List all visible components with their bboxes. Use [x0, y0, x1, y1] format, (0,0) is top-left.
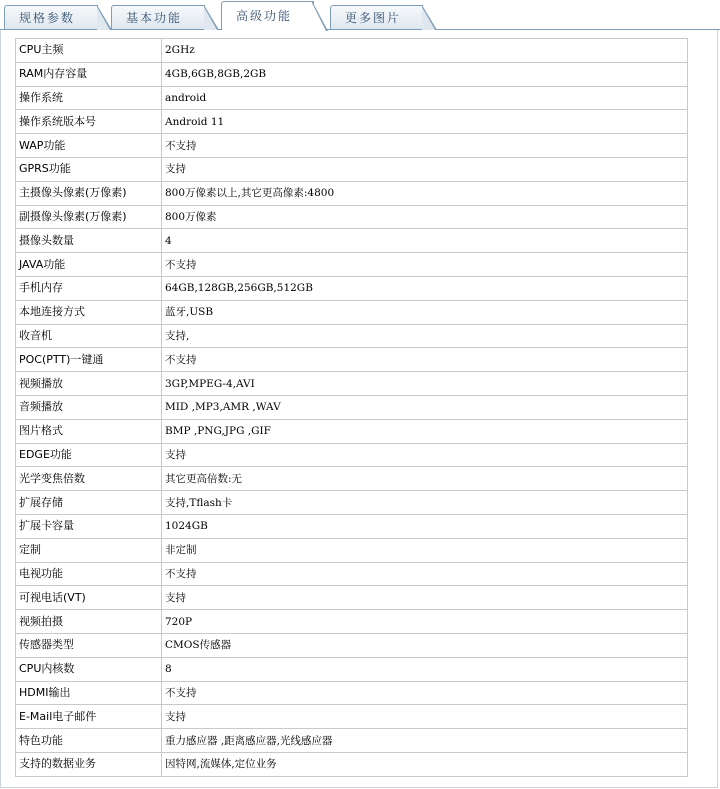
- spec-label: 手机内存: [16, 276, 162, 300]
- spec-value: 800万像素以上,其它更高像素:4800: [162, 181, 688, 205]
- spec-value: 不支持: [162, 562, 688, 586]
- spec-label: 视频拍摄: [16, 610, 162, 634]
- spec-value: 不支持: [162, 348, 688, 372]
- table-row: [16, 633, 688, 657]
- spec-label: 扩展卡容量: [16, 514, 162, 538]
- table-row: [16, 419, 688, 443]
- spec-value: 1024GB: [162, 514, 688, 538]
- table-row: [16, 443, 688, 467]
- tab-basic-features[interactable]: [111, 5, 205, 29]
- table-row: [16, 657, 688, 681]
- spec-label: 传感器类型: [16, 633, 162, 657]
- spec-value: 支持: [162, 443, 688, 467]
- spec-label: RAM内存容量: [16, 62, 162, 86]
- spec-value: 3GP,MPEG-4,AVI: [162, 372, 688, 396]
- spec-value: 支持: [162, 157, 688, 181]
- spec-value: 非定制: [162, 538, 688, 562]
- spec-value: Android 11: [162, 110, 688, 134]
- spec-value: 不支持: [162, 681, 688, 705]
- spec-value: android: [162, 86, 688, 110]
- spec-value: 720P: [162, 610, 688, 634]
- table-row: [16, 538, 688, 562]
- table-row: [16, 276, 688, 300]
- spec-label: 特色功能: [16, 729, 162, 753]
- table-row: [16, 562, 688, 586]
- spec-value: BMP ,PNG,JPG ,GIF: [162, 419, 688, 443]
- spec-value: 8: [162, 657, 688, 681]
- spec-value: 2GHz: [162, 39, 688, 63]
- spec-value: CMOS传感器: [162, 633, 688, 657]
- spec-value: 800万像素: [162, 205, 688, 229]
- table-row: [16, 86, 688, 110]
- table-row: [16, 514, 688, 538]
- table-row: [16, 39, 688, 63]
- spec-label: EDGE功能: [16, 443, 162, 467]
- table-row: [16, 324, 688, 348]
- spec-label: 光学变焦倍数: [16, 467, 162, 491]
- table-row: [16, 110, 688, 134]
- table-row: [16, 681, 688, 705]
- spec-label: 电视功能: [16, 562, 162, 586]
- table-row: [16, 372, 688, 396]
- spec-value: 其它更高倍数:无: [162, 467, 688, 491]
- spec-label: POC(PTT)一键通: [16, 348, 162, 372]
- spec-label: 支持的数据业务: [16, 752, 162, 776]
- spec-label: JAVA功能: [16, 253, 162, 277]
- table-row: [16, 62, 688, 86]
- spec-label: WAP功能: [16, 134, 162, 158]
- tab-bar: [0, 0, 720, 30]
- spec-value: 支持,Tflash卡: [162, 491, 688, 515]
- spec-label: 收音机: [16, 324, 162, 348]
- table-row: [16, 205, 688, 229]
- table-row: [16, 348, 688, 372]
- tab-label: 更多图片: [345, 11, 402, 25]
- table-row: [16, 729, 688, 753]
- table-row: [16, 705, 688, 729]
- table-row: [16, 467, 688, 491]
- spec-label: 可视电话(VT): [16, 586, 162, 610]
- spec-label: 扩展存储: [16, 491, 162, 515]
- spec-label: 主摄像头像素(万像素): [16, 181, 162, 205]
- spec-label: 定制: [16, 538, 162, 562]
- spec-table: [15, 38, 688, 777]
- spec-label: 音频播放: [16, 395, 162, 419]
- spec-value: 支持: [162, 586, 688, 610]
- spec-label: 操作系统: [16, 86, 162, 110]
- spec-value: 支持,: [162, 324, 688, 348]
- spec-value: 不支持: [162, 253, 688, 277]
- tab-more-images[interactable]: [330, 5, 423, 29]
- table-row: [16, 586, 688, 610]
- spec-label: HDMI输出: [16, 681, 162, 705]
- spec-label: 操作系统版本号: [16, 110, 162, 134]
- tab-advanced-features[interactable]: [221, 1, 314, 30]
- spec-value: 蓝牙,USB: [162, 300, 688, 324]
- table-row: [16, 181, 688, 205]
- table-row: [16, 610, 688, 634]
- spec-panel: [0, 30, 718, 788]
- table-row: [16, 752, 688, 776]
- table-row: [16, 491, 688, 515]
- spec-value: 不支持: [162, 134, 688, 158]
- table-row: [16, 229, 688, 253]
- spec-value: 因特网,流媒体,定位业务: [162, 752, 688, 776]
- spec-label: 图片格式: [16, 419, 162, 443]
- spec-label: CPU主频: [16, 39, 162, 63]
- spec-label: 副摄像头像素(万像素): [16, 205, 162, 229]
- spec-value: 重力感应器 ,距离感应器,光线感应器: [162, 729, 688, 753]
- spec-label: GPRS功能: [16, 157, 162, 181]
- spec-label: 本地连接方式: [16, 300, 162, 324]
- table-row: [16, 157, 688, 181]
- tab-specs[interactable]: [4, 5, 98, 29]
- spec-label: E-Mail电子邮件: [16, 705, 162, 729]
- spec-label: 视频播放: [16, 372, 162, 396]
- tab-label: 规格参数: [19, 11, 76, 25]
- table-row: [16, 134, 688, 158]
- spec-label: CPU内核数: [16, 657, 162, 681]
- table-row: [16, 395, 688, 419]
- table-row: [16, 253, 688, 277]
- spec-label: 摄像头数量: [16, 229, 162, 253]
- spec-value: 4GB,6GB,8GB,2GB: [162, 62, 688, 86]
- tab-label: 高级功能: [236, 9, 293, 23]
- spec-value: 支持: [162, 705, 688, 729]
- spec-value: 4: [162, 229, 688, 253]
- tab-label: 基本功能: [126, 11, 183, 25]
- spec-value: MID ,MP3,AMR ,WAV: [162, 395, 688, 419]
- table-row: [16, 300, 688, 324]
- spec-value: 64GB,128GB,256GB,512GB: [162, 276, 688, 300]
